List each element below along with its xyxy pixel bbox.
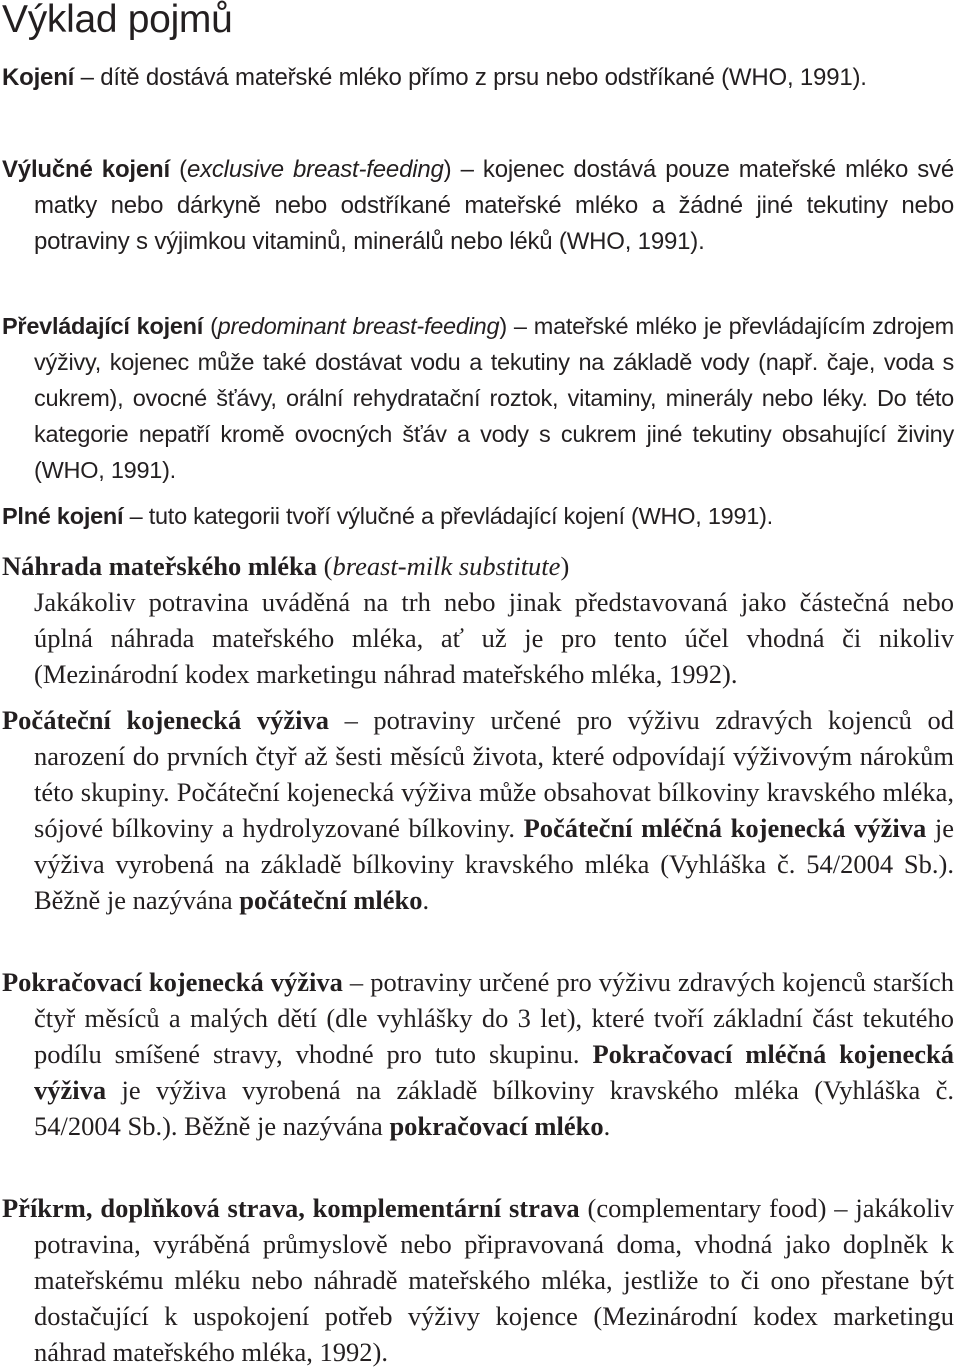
definition-text: Jakákoliv potravina uváděná na trh nebo jinak představovaná jako částečná nebo úplná náhrada mateřského mléka, ať už je pro tento účel vhodná či nikoliv (Mezinárodní kodex marketingu náhrad mateřského mléka, 1992). (34, 587, 954, 689)
definition-pokracovaci-kojenecka-vyziva (2, 964, 954, 1144)
paren-open: ( (203, 313, 218, 339)
definition-plne-kojeni (2, 498, 954, 534)
latin-term: predominant breast-feeding (217, 313, 500, 339)
definition-text: . (422, 885, 430, 915)
term-prevladajici-kojeni: Převládající kojení (2, 313, 204, 339)
paren-open: ( (169, 156, 187, 183)
term-pokracovaci-kojenecka-vyziva: Pokračovací kojenecká výživa (2, 967, 343, 997)
definition-prevladajici-kojeni (2, 308, 954, 488)
term-pocatecni-mlecna-vyziva: Počáteční mléčná kojenecká výživa (523, 813, 927, 843)
definition-text: – potraviny určené pro výživu zdravých kojenců starších čtyř měsíců a malých dětí (dle vyhlášky do 3 let), které tvoří základní část tekutého podílu smíšené stravy, vhodné pro tuto skupinu. (34, 967, 954, 1069)
term-pokracovaci-mleko: pokračovací mléko (389, 1111, 604, 1141)
page-title: Výklad pojmů (2, 0, 233, 41)
definition-text: – tuto kategorii tvoří výlučné a převládající kojení (WHO, 1991). (123, 503, 773, 529)
term-plne-kojeni: Plné kojení (2, 503, 124, 529)
definition-text: ) – kojenec dostává pouze mateřské mléko své matky nebo dárkyně nebo odstříkané mateřské mléko a žádné jiné tekutiny nebo potraviny s výjimkou vitaminů, minerálů nebo léků (WHO, 1991). (34, 156, 955, 255)
term-pocatecni-kojenecka-vyziva: Počáteční kojenecká výživa (2, 705, 330, 735)
latin-term: exclusive breast-feeding (186, 156, 444, 183)
definition-text: – potraviny určené pro výživu zdravých kojenců od narození do prvních čtyř až šesti měsíců života, které odpovídají výživovým nárokům této skupiny. Počáteční kojenecká výživa může obsahovat bílkoviny kravského mléka, sójové bílkoviny a hydrolyzované bílkoviny. (34, 705, 954, 843)
paren-open: ( (317, 551, 333, 581)
term-prikrm: Příkrm, doplňková strava, komplementární strava (2, 1193, 580, 1223)
definition-kojeni (2, 60, 954, 96)
latin-term: breast-milk substitute (332, 551, 561, 581)
definition-pocatecni-kojenecka-vyziva (2, 702, 954, 918)
term-pokracovaci-mlecna-vyziva: Pokračovací mléčná kojenecká výživa (34, 1039, 954, 1105)
definition-vylucne-kojeni (2, 152, 954, 260)
definition-text: je výživa vyrobená na základě bílkoviny kravského mléka (Vyhláška č. 54/2004 Sb.). Běžně je nazývána (34, 1075, 954, 1141)
definition-nahrada-materskeho-mleka (2, 548, 954, 692)
definition-text: – dítě dostává mateřské mléko přímo z prsu nebo odstříkané (WHO, 1991). (74, 64, 867, 91)
definition-text: (complementary food) – jakákoliv potravina, vyráběná průmyslově nebo připravovaná doma, vhodná jako doplněk k mateřskému mléku nebo náhradě mateřského mléka, jestliže to či ono přestane být dostačující k uspokojení potřeb výživy kojence (Mezinárodní kodex marketingu náhrad mateřského mléka, 1992). (34, 1193, 954, 1367)
term-pocatecni-mleko: počáteční mléko (239, 885, 423, 915)
definition-text: je výživa vyrobená na základě bílkoviny kravského mléka (Vyhláška č. 54/2004 Sb.). Běžně je nazývána (34, 813, 954, 915)
definition-prikrm (2, 1190, 954, 1370)
term-kojeni: Kojení (2, 64, 75, 91)
definition-text: ) – mateřské mléko je převládajícím zdrojem výživy, kojenec může také dostávat vodu a tekutiny na základě vody (např. čaje, voda s cukrem), ovocné šťávy, orální rehydratační roztok, vitaminy, minerály nebo léky. Do této kategorie nepatří kromě ovocných šťáv a vody s cukrem jiné tekutiny obsahující živiny (WHO, 1991). (34, 313, 955, 483)
paren-close: ) (560, 551, 570, 581)
definition-text: . (603, 1111, 611, 1141)
term-vylucne-kojeni: Výlučné kojení (2, 156, 170, 183)
term-nahrada-materskeho-mleka: Náhrada mateřského mléka (2, 551, 318, 581)
